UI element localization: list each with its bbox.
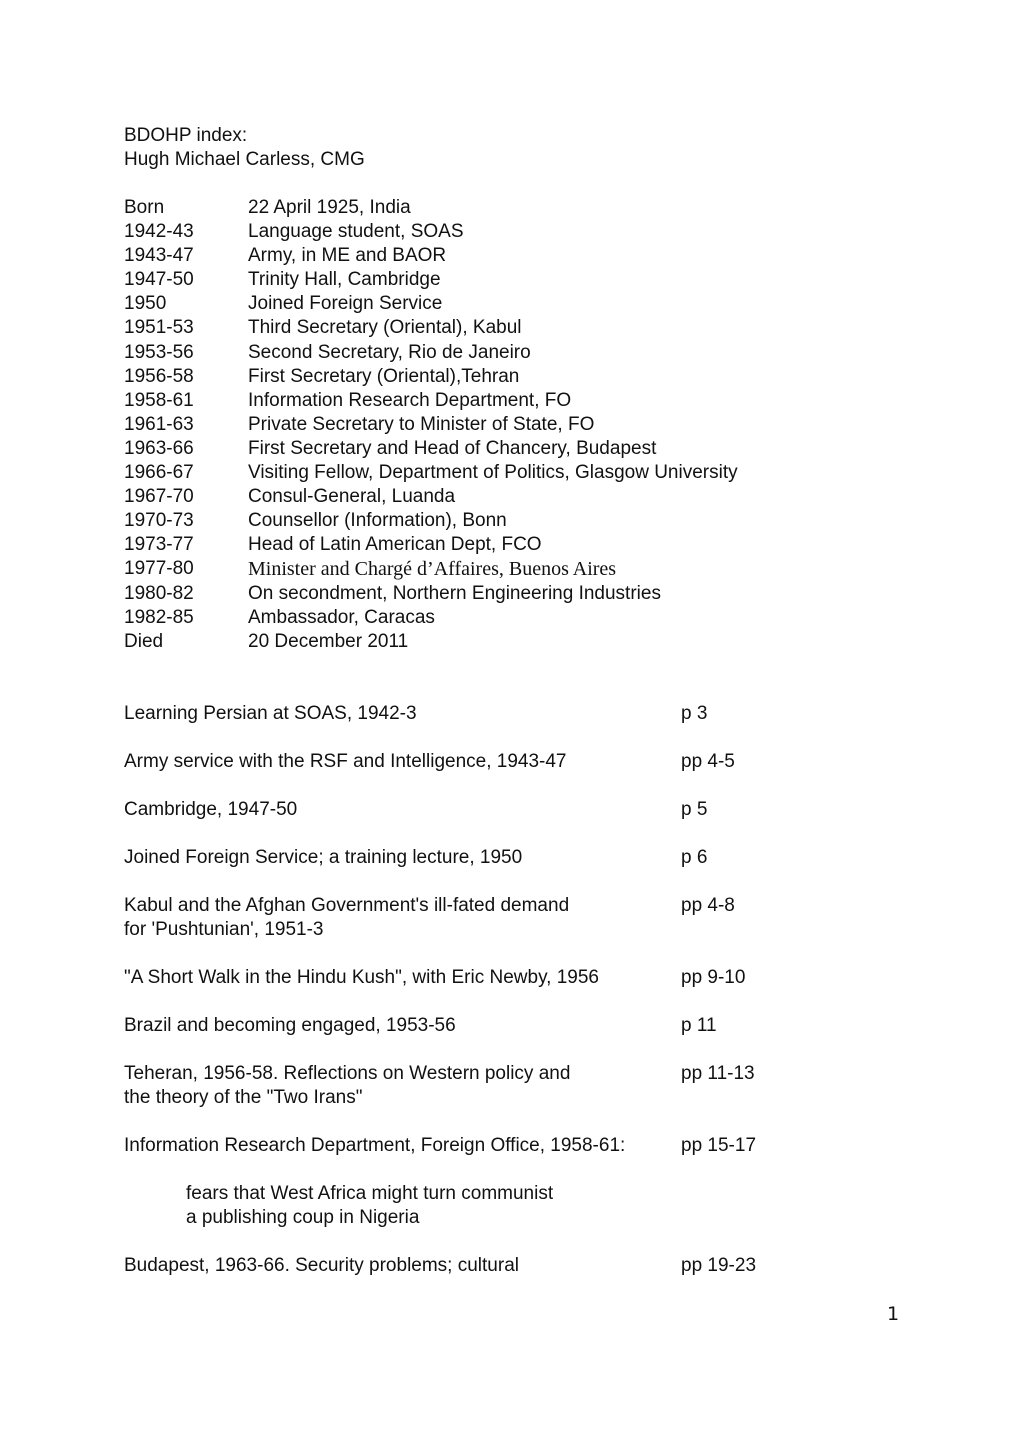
chronology-date: 1953-56 <box>124 341 194 363</box>
document-header <box>124 124 365 172</box>
contents-entry <box>124 702 884 726</box>
entry-title-line: "A Short Walk in the Hindu Kush", with Eric Newby, 1956 <box>124 967 599 988</box>
entry-title <box>124 1062 664 1110</box>
entry-title-line: Kabul and the Afghan Government's ill-fated demand <box>124 895 570 916</box>
chronology-row <box>124 582 884 606</box>
chronology-row <box>124 557 884 581</box>
chronology-description: First Secretary (Oriental),Tehran <box>248 365 520 387</box>
entry-title <box>124 846 664 870</box>
contents-entry <box>124 1254 884 1278</box>
chronology-row <box>124 292 884 316</box>
chronology-row <box>124 606 884 630</box>
subject-name: Hugh Michael Carless, CMG <box>124 149 365 170</box>
contents-entry <box>124 966 884 990</box>
contents-entry <box>124 750 884 774</box>
entry-title-line: Budapest, 1963-66. Security problems; cultural <box>124 1255 519 1276</box>
chronology-date: 1950 <box>124 293 167 315</box>
entry-title <box>124 966 664 990</box>
entry-page-ref: pp 4-5 <box>681 751 735 772</box>
contents-sub-entry <box>124 1182 884 1230</box>
chronology-date: 1951-53 <box>124 317 194 339</box>
entry-page-ref: pp 9-10 <box>681 967 746 988</box>
chronology-row <box>124 365 884 389</box>
entry-title-line: Teheran, 1956-58. Reflections on Western policy and <box>124 1063 571 1084</box>
page-number: 1 <box>887 1303 900 1325</box>
entry-title-line: Army service with the RSF and Intelligence, 1943-47 <box>124 751 567 772</box>
entry-page-ref: p 3 <box>681 703 708 724</box>
entry-title <box>124 798 664 822</box>
chronology-row <box>124 630 884 654</box>
chronology-description: Trinity Hall, Cambridge <box>248 269 441 291</box>
entry-title-line: Joined Foreign Service; a training lecture, 1950 <box>124 847 523 868</box>
chronology-date: 1943-47 <box>124 245 194 267</box>
entry-title-line: Learning Persian at SOAS, 1942-3 <box>124 703 417 724</box>
entry-title <box>124 702 664 726</box>
entry-title-line: the theory of the "Two Irans" <box>124 1087 363 1108</box>
career-chronology <box>124 196 884 654</box>
chronology-description: Information Research Department, FO <box>248 389 572 411</box>
contents-entry <box>124 1062 884 1110</box>
chronology-description: 22 April 1925, India <box>248 197 411 218</box>
chronology-date: 1942-43 <box>124 221 194 243</box>
chronology-date: 1977-80 <box>124 558 194 580</box>
entry-title <box>124 1134 664 1158</box>
entry-title-line: for 'Pushtunian', 1951-3 <box>124 919 324 940</box>
chronology-date: 1973-77 <box>124 534 194 556</box>
chronology-date: 1970-73 <box>124 510 194 532</box>
entry-title-line: Brazil and becoming engaged, 1953-56 <box>124 1015 456 1036</box>
chronology-description: Counsellor (Information), Bonn <box>248 510 507 532</box>
chronology-row <box>124 268 884 292</box>
index-title: BDOHP index: <box>124 125 248 146</box>
chronology-description: Consul-General, Luanda <box>248 486 456 508</box>
chronology-date: Died <box>124 630 164 652</box>
contents-entry <box>124 1134 884 1158</box>
chronology-row <box>124 533 884 557</box>
chronology-description: Ambassador, Caracas <box>248 606 435 628</box>
chronology-date: Born <box>124 197 165 218</box>
chronology-row <box>124 437 884 461</box>
subtopic-line: a publishing coup in Nigeria <box>186 1207 420 1228</box>
chronology-description: Second Secretary, Rio de Janeiro <box>248 341 531 363</box>
entry-title-line: Information Research Department, Foreign Office, 1958-61: <box>124 1135 626 1156</box>
entry-subtopics <box>124 1182 884 1230</box>
chronology-description: Head of Latin American Dept, FCO <box>248 534 542 556</box>
contents-entry <box>124 894 884 942</box>
entry-title <box>124 894 664 942</box>
contents-entry <box>124 1014 884 1038</box>
chronology-row <box>124 196 884 220</box>
chronology-date: 1958-61 <box>124 389 194 411</box>
chronology-description: Private Secretary to Minister of State, FO <box>248 413 595 435</box>
chronology-date: 1961-63 <box>124 413 194 435</box>
chronology-row <box>124 220 884 244</box>
chronology-description: Language student, SOAS <box>248 221 464 243</box>
entry-page-ref: pp 15-17 <box>681 1135 757 1156</box>
chronology-row <box>124 341 884 365</box>
chronology-row <box>124 485 884 509</box>
subtopic-line: fears that West Africa might turn communist <box>186 1183 554 1204</box>
entry-page-ref: pp 19-23 <box>681 1255 757 1276</box>
entry-title <box>124 1014 664 1038</box>
entry-title <box>124 750 664 774</box>
chronology-date: 1956-58 <box>124 365 194 387</box>
entry-page-ref: p 6 <box>681 847 708 868</box>
chronology-row <box>124 316 884 340</box>
chronology-date: 1980-82 <box>124 582 194 604</box>
entry-page-ref: p 11 <box>681 1015 717 1036</box>
entry-title <box>124 1254 664 1278</box>
entry-page-ref: p 5 <box>681 799 708 820</box>
chronology-date: 1982-85 <box>124 606 194 628</box>
contents-entry <box>124 846 884 870</box>
entry-title-line: Cambridge, 1947-50 <box>124 799 298 820</box>
entry-page-ref: pp 11-13 <box>681 1063 755 1084</box>
chronology-date: 1967-70 <box>124 486 194 508</box>
chronology-description: On secondment, Northern Engineering Industries <box>248 582 661 604</box>
chronology-date: 1966-67 <box>124 462 194 484</box>
chronology-description: 20 December 2011 <box>248 630 409 652</box>
contents-entry <box>124 798 884 822</box>
chronology-row <box>124 389 884 413</box>
chronology-row <box>124 461 884 485</box>
chronology-date: 1963-66 <box>124 437 194 459</box>
chronology-description: Third Secretary (Oriental), Kabul <box>248 317 522 339</box>
chronology-description: First Secretary and Head of Chancery, Budapest <box>248 437 657 459</box>
entry-page-ref: pp 4-8 <box>681 895 735 916</box>
chronology-row <box>124 244 884 268</box>
chronology-description: Joined Foreign Service <box>248 293 443 315</box>
chronology-row <box>124 413 884 437</box>
chronology-description: Visiting Fellow, Department of Politics, Glasgow University <box>248 462 738 484</box>
chronology-date: 1947-50 <box>124 269 194 291</box>
contents-index <box>124 702 884 1302</box>
chronology-row <box>124 509 884 533</box>
chronology-description: Minister and Chargé d’Affaires, Buenos Aires <box>248 558 617 581</box>
chronology-description: Army, in ME and BAOR <box>248 245 447 267</box>
